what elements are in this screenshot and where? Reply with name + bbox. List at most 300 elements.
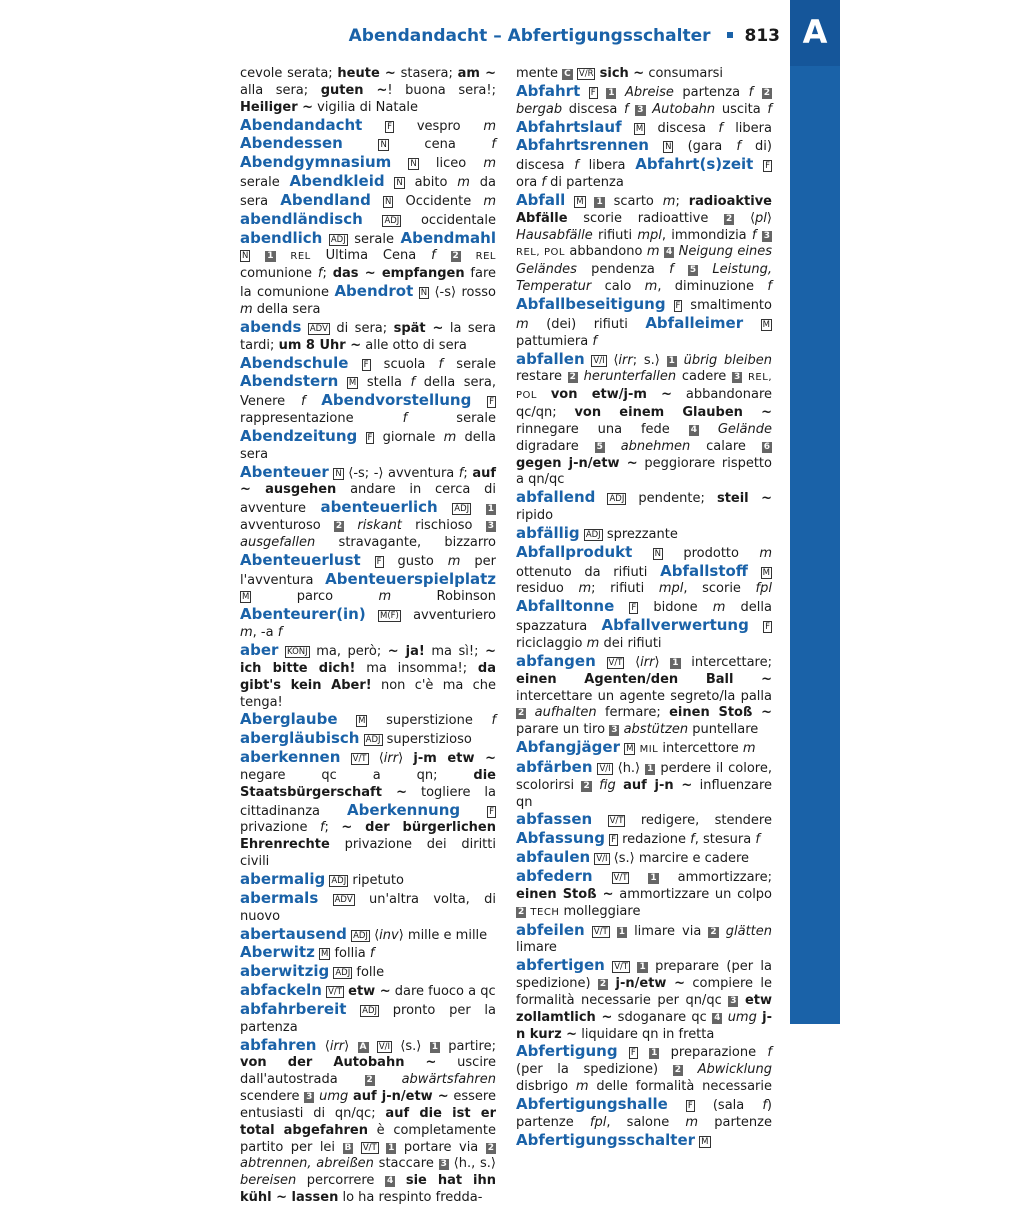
entry-text: vespro xyxy=(394,118,484,134)
sense-number: 2 xyxy=(335,521,343,532)
grammar-tag: M xyxy=(348,378,357,389)
entry-text: libera xyxy=(578,158,636,174)
entry-text: serale xyxy=(407,411,496,427)
grammar-tag: M xyxy=(320,949,329,960)
italic-text: m xyxy=(516,316,529,332)
dictionary-column-right xyxy=(516,66,772,1150)
phrase: Heiliger ~ xyxy=(240,99,314,115)
entry-text xyxy=(537,387,551,402)
entry-text xyxy=(618,1045,629,1060)
italic-text: Gelände xyxy=(717,421,772,437)
entry-text xyxy=(436,248,451,263)
grammar-tag: F xyxy=(675,300,681,311)
entry-text: portare via xyxy=(396,1139,486,1155)
grammar-tag: M xyxy=(242,592,250,603)
italic-text: m xyxy=(443,429,457,445)
entry-text xyxy=(461,248,476,263)
phrase: von etw/j-m ~ xyxy=(550,387,673,403)
sense-number: 4 xyxy=(714,1012,721,1023)
entry-text xyxy=(395,1173,406,1188)
entry-text: uscire dall'autostrada xyxy=(240,1055,496,1088)
italic-text: f xyxy=(491,137,496,153)
entry-text: ma insomma!; xyxy=(355,660,478,676)
italic-text: f xyxy=(767,1045,772,1061)
headword: Aberwitz xyxy=(240,943,315,962)
entry-text: peggiorare rispetto a qn/qc xyxy=(516,455,772,488)
grammar-tag: V/T xyxy=(328,987,342,998)
entry-text: , scorie xyxy=(683,581,756,597)
entry-text xyxy=(753,158,763,173)
entry-text: della spazzatura xyxy=(516,600,772,635)
entry-text xyxy=(638,1045,649,1060)
sense-number: 2 xyxy=(726,213,733,224)
entry-text: dei rifiuti xyxy=(599,636,662,651)
entry-text: superstizioso xyxy=(382,732,472,748)
entry-text: pronto per la partenza xyxy=(240,1002,496,1035)
entry-text: molleggiare xyxy=(559,903,641,919)
italic-text: f xyxy=(736,139,741,155)
entry-text: residuo xyxy=(516,581,579,597)
grammar-tag: ADJ xyxy=(384,215,400,226)
entry-text: ripido xyxy=(516,508,554,524)
entry-text: andare in cerca di avventure xyxy=(240,482,496,517)
phrase: von der Autobahn ~ xyxy=(240,1055,437,1071)
entry-text: togliere la cittadinanza xyxy=(240,784,496,819)
phrase: j-m etw ~ xyxy=(413,751,496,767)
entry-text: abito xyxy=(404,175,458,191)
headword: abfahren xyxy=(240,1035,317,1054)
headword: Abfassung xyxy=(516,829,605,848)
italic-text: f xyxy=(300,394,306,410)
entry-text: delle formalità necessarie xyxy=(588,1079,772,1095)
grammar-tag: F xyxy=(367,432,373,443)
headword: Abendvorstellung xyxy=(321,391,472,410)
grammar-tag: F xyxy=(489,397,495,408)
entry-text: ⟩ xyxy=(654,654,671,670)
dictionary-entry xyxy=(516,525,772,544)
entry-text: discesa xyxy=(645,120,719,136)
italic-text: Hausabfälle xyxy=(516,227,593,243)
entry-text xyxy=(649,139,663,154)
italic-text: m xyxy=(646,244,660,260)
entry-text xyxy=(592,813,607,828)
entry-text: scendere xyxy=(240,1089,305,1105)
sense-number: 2 xyxy=(518,906,525,917)
entry-text xyxy=(357,430,365,445)
entry-text: smaltimento xyxy=(682,297,772,313)
entry-text: , stesura xyxy=(694,832,756,848)
phrase: einen Stoß ~ xyxy=(669,705,772,721)
dictionary-entry xyxy=(516,811,772,849)
sense-number: 1 xyxy=(639,962,646,973)
domain-label: REL, POL xyxy=(516,247,565,259)
grammar-tag: M xyxy=(576,196,584,207)
grammar-tag: V/T xyxy=(613,872,628,883)
entry-text: da sera xyxy=(240,175,496,209)
entry-text: ⟨s.⟩ marcire e cadere xyxy=(609,851,750,867)
sense-number: 4 xyxy=(665,247,673,258)
entry-text: serale xyxy=(240,175,290,191)
headword: abergläubisch xyxy=(240,729,360,748)
grammar-tag: F xyxy=(363,359,369,370)
domain-label: MIL xyxy=(639,744,659,756)
entry-text: la sera tardi; xyxy=(240,320,496,353)
entry-text xyxy=(677,353,684,368)
entry-text xyxy=(580,85,589,100)
entry-text xyxy=(585,353,592,368)
dictionary-entry xyxy=(240,944,496,963)
entry-text xyxy=(699,422,718,437)
entry-text: mente xyxy=(516,66,563,81)
headword: aberwitzig xyxy=(240,962,330,981)
sense-number: 2 xyxy=(366,1075,373,1086)
entry-text xyxy=(250,248,265,263)
entry-text xyxy=(632,546,652,561)
entry-text: ⟨ xyxy=(369,927,380,943)
headword: abendländisch xyxy=(240,209,363,228)
dictionary-entry xyxy=(240,319,496,355)
italic-text: f xyxy=(767,101,772,117)
sense-number: B xyxy=(344,1142,352,1153)
phrase: einen Stoß ~ xyxy=(516,886,614,902)
entry-text xyxy=(471,394,487,409)
entry-text: ⟩ xyxy=(398,751,414,767)
entry-text: ammortizzare un colpo xyxy=(613,886,773,902)
dictionary-entry xyxy=(240,1037,496,1207)
dictionary-entry xyxy=(516,739,772,759)
headword: Abfallprodukt xyxy=(516,542,633,561)
italic-text: m xyxy=(483,193,496,209)
phrase: ~ ich bitte dich! xyxy=(240,644,496,676)
sense-number: 5 xyxy=(596,441,603,452)
sense-number: 2 xyxy=(518,708,525,719)
headword: abfedern xyxy=(516,866,593,885)
sense-number: 1 xyxy=(618,926,625,937)
italic-text: f xyxy=(410,375,416,391)
header-square-icon xyxy=(727,32,733,38)
entry-text xyxy=(605,439,621,454)
grammar-tag: KONJ xyxy=(287,647,308,657)
dictionary-entry xyxy=(240,117,496,319)
grammar-tag: M xyxy=(762,319,770,330)
dictionary-entry xyxy=(516,489,772,525)
grammar-tag: M xyxy=(762,567,770,578)
phrase: spät ~ xyxy=(393,320,444,336)
grammar-tag: V/I xyxy=(593,355,605,366)
page-number: 813 xyxy=(744,26,780,46)
italic-text: Abreise xyxy=(625,84,674,100)
italic-text: übrig bleiben xyxy=(683,352,772,368)
italic-text: bereisen xyxy=(240,1173,297,1189)
sense-number: 3 xyxy=(611,725,618,736)
entry-text: Ultima Cena xyxy=(310,248,432,264)
grammar-tag: ADJ xyxy=(353,930,368,941)
entry-text xyxy=(586,194,595,209)
phrase: ~ der bürgerlichen Ehrenrechte xyxy=(240,820,496,853)
italic-text: aufhalten xyxy=(534,705,597,721)
sense-number: 1 xyxy=(647,763,654,774)
grammar-tag: ADV xyxy=(309,323,328,334)
italic-text: irr xyxy=(383,751,399,767)
italic-text: f xyxy=(690,832,695,848)
dictionary-entry xyxy=(516,849,772,868)
phrase: auf j-n ~ xyxy=(623,777,693,793)
domain-label: REL, POL xyxy=(516,372,773,402)
entry-text: è completamente partito per lei xyxy=(240,1122,497,1155)
headword: Abendgymnasium xyxy=(240,153,392,172)
sense-number: 2 xyxy=(583,780,590,791)
sense-number: A xyxy=(359,1041,367,1052)
italic-text: herunterfallen xyxy=(583,369,677,385)
entry-text xyxy=(366,608,378,623)
headword: abfassen xyxy=(516,810,593,829)
entry-text xyxy=(438,501,453,516)
entry-text: prodotto xyxy=(663,545,760,561)
italic-text: m xyxy=(457,175,470,191)
entry-text: dare fuoco a qc xyxy=(390,984,496,1000)
entry-text xyxy=(608,976,615,991)
grammar-tag: N xyxy=(335,468,342,479)
phrase: heute ~ xyxy=(337,66,396,81)
entry-text: partire; xyxy=(439,1038,496,1054)
entry-text xyxy=(276,248,291,263)
grammar-tag: N xyxy=(665,142,672,153)
grammar-tag: ADJ xyxy=(609,494,625,505)
grammar-tag: F xyxy=(765,622,770,633)
headword: Abendmahl xyxy=(400,228,496,247)
sense-number: 6 xyxy=(763,441,771,452)
entry-text: ⟩ mille e mille xyxy=(398,927,488,943)
entry-text xyxy=(361,554,375,569)
grammar-tag: F xyxy=(611,835,616,846)
grammar-tag: N xyxy=(654,548,661,559)
phrase: die Staatsbürgerschaft ~ xyxy=(240,767,496,800)
entry-text xyxy=(668,1098,686,1113)
entry-text: gusto xyxy=(383,553,448,569)
phrase: etw ~ xyxy=(348,984,391,1000)
entry-text: ottenuto da rifiuti xyxy=(516,564,661,580)
italic-text: f xyxy=(277,625,283,641)
phrase: einen Agenten/den Ball ~ xyxy=(516,671,772,687)
sense-number: 1 xyxy=(608,87,615,98)
entry-text: puntellare xyxy=(688,722,759,738)
entry-text xyxy=(616,85,625,100)
italic-text: m xyxy=(742,741,756,757)
headword: abfeilen xyxy=(516,920,585,939)
entry-text: parco xyxy=(251,589,379,605)
entry-text: Occidente xyxy=(393,193,484,209)
entry-text: vigilia di Natale xyxy=(313,99,419,115)
grammar-tag: F xyxy=(387,121,393,132)
headword: Abendstern xyxy=(240,372,339,391)
grammar-tag: ADV xyxy=(334,894,353,905)
italic-text: f xyxy=(574,158,579,174)
entry-text: preparare (per la spedizione) xyxy=(516,959,772,992)
headword: Abfall xyxy=(516,190,566,209)
phrase: von einem Glauben ~ xyxy=(574,405,772,421)
grammar-tag: F xyxy=(687,1100,693,1111)
entry-text: percorrere xyxy=(296,1173,385,1189)
grammar-tag: N xyxy=(396,178,403,189)
entry-text xyxy=(622,121,634,136)
entry-text: della sera xyxy=(252,301,321,317)
sense-number: C xyxy=(564,69,571,79)
entry-text: ! buona sera!; xyxy=(387,82,496,98)
entry-text: ; rifiuti xyxy=(591,581,659,597)
italic-text: m xyxy=(575,1079,589,1095)
sense-number: 3 xyxy=(487,521,494,532)
italic-text: m xyxy=(759,545,772,561)
headword: abfallen xyxy=(516,349,585,368)
dictionary-entry xyxy=(516,957,772,1043)
domain-label: REL xyxy=(290,251,311,263)
entry-text xyxy=(630,959,637,974)
entry-text xyxy=(629,870,648,885)
entry-text xyxy=(346,1003,360,1018)
entry-text: alla sera; xyxy=(240,82,321,98)
entry-text: libera xyxy=(722,120,772,136)
entry-text: di partenza xyxy=(545,175,624,191)
entry-text: di sera; xyxy=(329,320,394,336)
entry-text: stella xyxy=(358,375,411,391)
entry-text: ⟩ xyxy=(766,210,772,226)
entry-text xyxy=(526,705,534,720)
italic-text: f xyxy=(762,1097,767,1113)
entry-text: fare la comunione xyxy=(240,266,497,301)
dictionary-entry xyxy=(240,926,496,945)
phrase: das ~ empfangen xyxy=(332,266,465,282)
grammar-tag: ADJ xyxy=(331,875,347,886)
entry-text xyxy=(585,924,592,939)
dictionary-entry xyxy=(240,66,496,117)
entry-text: ⟨s.⟩ xyxy=(392,1038,430,1054)
headword: abends xyxy=(240,317,302,336)
domain-label: TECH xyxy=(530,906,560,918)
italic-text: m xyxy=(378,589,392,605)
phrase: j-n kurz ~ xyxy=(516,1009,772,1042)
entry-text xyxy=(362,119,385,134)
entry-text: uscita xyxy=(715,101,768,117)
italic-text: m xyxy=(662,193,676,209)
headword: Abfalltonne xyxy=(516,597,615,616)
grammar-tag: F xyxy=(590,87,596,98)
grammar-tag: N xyxy=(420,288,428,299)
headword: Abfahrtsrennen xyxy=(516,136,649,155)
headword: Abenteuerlust xyxy=(240,550,361,569)
entry-text: ; s.⟩ xyxy=(632,352,667,368)
grammar-tag: N xyxy=(384,196,392,207)
sense-number: 5 xyxy=(689,265,697,276)
entry-text: pendente; xyxy=(626,491,717,507)
entry-text: ⟨h.⟩ xyxy=(612,760,646,776)
entry-text xyxy=(338,375,347,390)
headword: abenteuerlich xyxy=(320,498,438,517)
entry-text xyxy=(353,1140,360,1155)
headword: abertausend xyxy=(240,924,347,943)
entry-text: fermare; xyxy=(596,705,670,721)
entry-text: sprezzante xyxy=(602,526,678,542)
sense-number: 2 xyxy=(599,979,607,990)
headword: Abendandacht xyxy=(240,115,363,134)
headword: Abenteurer(in) xyxy=(240,605,366,624)
entry-text: privazione dei diritti civili xyxy=(240,837,496,870)
entry-text: ; xyxy=(463,465,473,481)
headword: Abendrot xyxy=(334,282,414,301)
italic-text: m xyxy=(483,118,496,134)
dictionary-entry xyxy=(240,464,496,642)
sense-number: 2 xyxy=(452,251,459,262)
italic-text: mpl xyxy=(637,227,662,243)
entry-text: superstizione xyxy=(367,713,492,729)
phrase: steil ~ xyxy=(716,491,772,507)
sense-number: 2 xyxy=(674,1065,681,1076)
entry-text: ⟨ xyxy=(734,210,756,226)
entry-text: ⟨-s⟩ rosso xyxy=(429,285,496,301)
entry-text: consumarsi xyxy=(644,66,724,81)
dictionary-entry xyxy=(516,759,772,812)
entry-text: essere entusiasti di qn/qc; xyxy=(240,1089,496,1121)
entry-text: scorie radioattive xyxy=(567,210,725,226)
phrase: auf die ist er total abgefahren xyxy=(240,1105,496,1138)
entry-text xyxy=(629,102,636,117)
entry-text xyxy=(385,175,395,190)
headword: Abfertigungsschalter xyxy=(516,1130,696,1149)
headword: abfaulen xyxy=(516,848,591,867)
entry-text: (per la spedizione) xyxy=(516,1062,673,1078)
letter-tab-label: A xyxy=(802,13,828,51)
entry-text: preparazione xyxy=(659,1045,768,1061)
entry-text: , -a xyxy=(252,625,278,641)
italic-text: ausgefallen xyxy=(240,534,316,550)
sense-number: 4 xyxy=(387,1176,394,1187)
entry-text: ⟨h., s.⟩ xyxy=(448,1156,496,1172)
entry-text: cadere xyxy=(676,369,732,385)
italic-text: f xyxy=(718,120,723,136)
dictionary-entry xyxy=(516,868,772,922)
italic-text: m xyxy=(644,279,658,295)
italic-text: f xyxy=(431,248,436,264)
entry-text xyxy=(666,298,674,313)
headword: Abfahrtslauf xyxy=(516,117,622,136)
grammar-tag: N xyxy=(242,251,249,262)
entry-text xyxy=(471,501,486,516)
entry-text xyxy=(375,1072,402,1087)
dictionary-entry xyxy=(240,871,496,890)
italic-text: f xyxy=(755,832,760,848)
entry-text: rinnegare una fede xyxy=(516,421,689,437)
entry-text: intercettare un agente segreto/la palla xyxy=(516,688,772,704)
entry-text: perdere il colore, scolorirsi xyxy=(516,760,772,793)
entry-text: ) partenze xyxy=(516,1097,772,1130)
grammar-tag: M(F) xyxy=(379,611,399,622)
entry-text xyxy=(379,1140,386,1155)
italic-text: Neigung eines Geländes xyxy=(516,244,772,278)
sense-number: 1 xyxy=(651,1048,658,1059)
headword: abfällig xyxy=(516,523,580,542)
italic-text: umg xyxy=(727,1009,757,1025)
phrase: guten ~ xyxy=(320,82,388,98)
italic-text: f xyxy=(751,227,757,243)
entry-text xyxy=(748,565,761,580)
italic-text: abwärtsfahren xyxy=(401,1072,496,1088)
entry-text: sdoganare qc xyxy=(612,1009,713,1025)
grammar-tag: M xyxy=(635,123,644,134)
dictionary-entry xyxy=(240,1001,496,1037)
entry-text: partenze xyxy=(698,1114,772,1130)
entry-text: riciclaggio xyxy=(516,636,587,651)
italic-text: abnehmen xyxy=(620,438,691,454)
entry-text: , salone xyxy=(606,1114,686,1130)
